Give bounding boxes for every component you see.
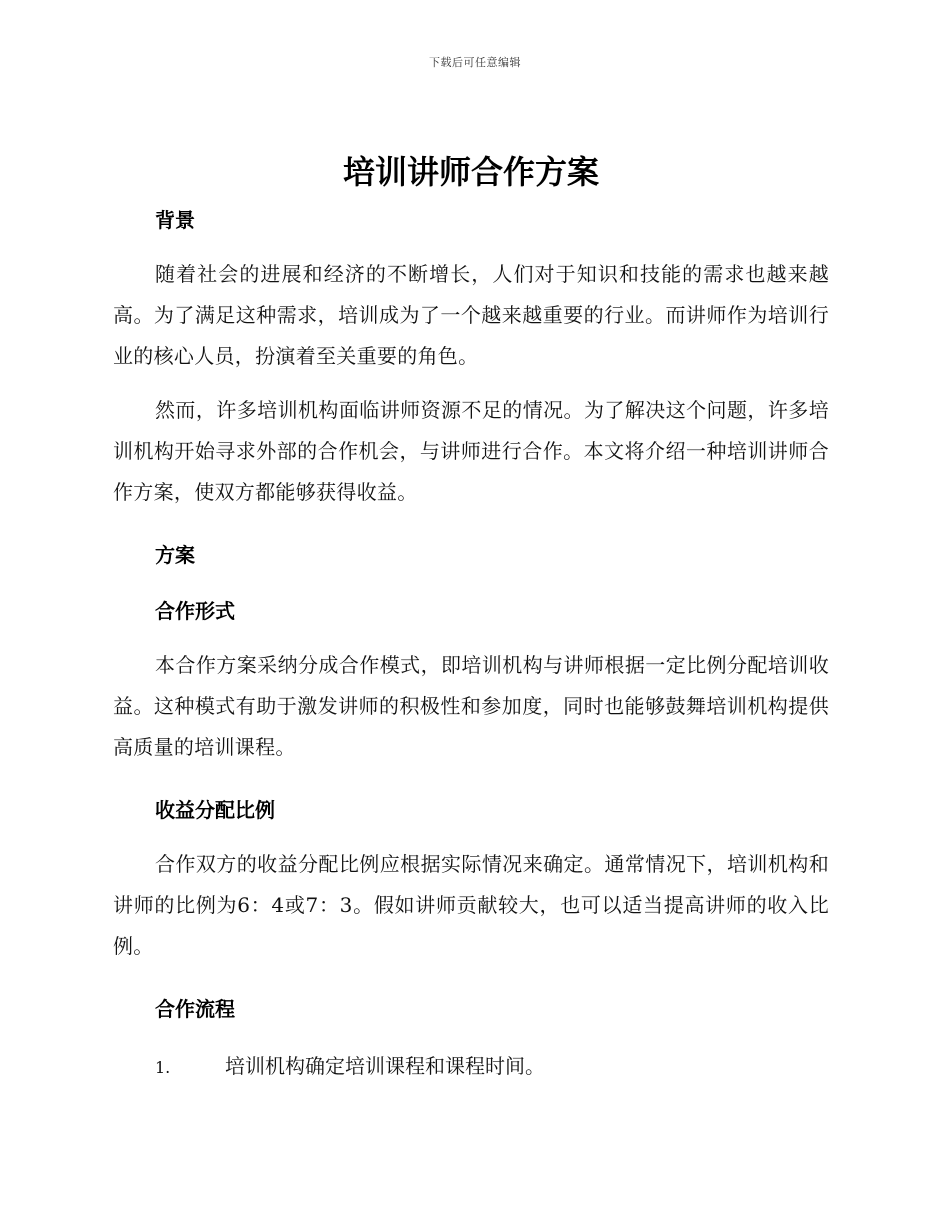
- list-item: [113, 1051, 829, 1083]
- document-title: 培训讲师合作方案: [342, 153, 599, 191]
- section-heading-plan: 方案: [155, 543, 195, 567]
- list-item-number: 1.: [155, 1058, 171, 1077]
- background-paragraph-1: 随着社会的进展和经济的不断增长，人们对于知识和技能的需求也越来越高。为了满足这种需求，培训成为了一个越来越重要的行业。而讲师作为培训行业的核心人员，扮演着至关重要的角色。: [113, 262, 829, 368]
- list-item-text: 培训机构确定培训课程和课程时间。: [225, 1054, 545, 1078]
- revenue-ratio-paragraph: 合作双方的收益分配比例应根据实际情况来确定。通常情况下，培训机构和讲师的比例为6：4或7：3。假如讲师贡献较大，也可以适当提高讲师的收入比例。: [113, 852, 829, 958]
- section-heading-revenue-ratio: 收益分配比例: [155, 798, 275, 822]
- document-body: [113, 148, 829, 1083]
- section-heading-background: 背景: [155, 208, 195, 232]
- cooperation-form-paragraph: 本合作方案采纳分成合作模式，即培训机构与讲师根据一定比例分配培训收益。这种模式有助于激发讲师的积极性和参加度，同时也能够鼓舞培训机构提供高质量的培训课程。: [113, 653, 829, 759]
- background-paragraph-2: 然而，许多培训机构面临讲师资源不足的情况。为了解决这个问题，许多培训机构开始寻求外部的合作机会，与讲师进行合作。本文将介绍一种培训讲师合作方案，使双方都能够获得收益。: [113, 398, 829, 504]
- section-heading-process: 合作流程: [155, 997, 235, 1021]
- section-heading-cooperation-form: 合作形式: [155, 599, 235, 623]
- header-note: 下载后可任意编辑: [429, 56, 521, 69]
